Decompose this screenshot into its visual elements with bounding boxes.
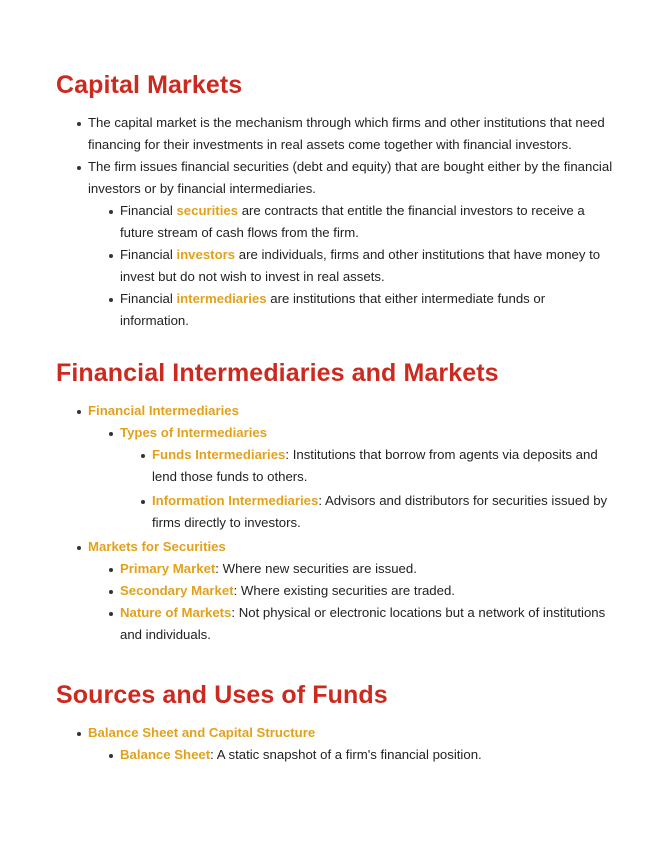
list-item xyxy=(88,112,615,156)
sources-list xyxy=(88,722,615,766)
sublist xyxy=(120,422,615,534)
list-item-text: Financial xyxy=(120,203,177,218)
list-item-text: are individuals, firms and other institutions that have money to invest but do not wish to invest in real assets. xyxy=(120,247,601,284)
list-item xyxy=(120,580,615,602)
label-types-of-intermediaries: Types of Intermediaries xyxy=(120,425,268,440)
list-item xyxy=(120,422,615,534)
list-item-text: The capital market is the mechanism through which firms and other institutions that need financing for their investments in real assets come together with financial investors. xyxy=(88,115,605,152)
term-investors: investors xyxy=(176,247,236,262)
term-secondary-market: Secondary Market xyxy=(120,583,234,598)
list-item xyxy=(120,200,615,244)
list-item xyxy=(88,156,615,332)
intermediaries-list xyxy=(88,400,615,646)
list-item xyxy=(88,536,615,646)
list-item-text: Financial xyxy=(120,291,177,306)
sublist xyxy=(120,744,615,766)
list-item-text: Financial xyxy=(120,247,177,262)
list-item xyxy=(152,444,615,488)
list-item-text: are institutions that either intermediate funds or information. xyxy=(120,291,546,328)
list-item-text: : A static snapshot of a firm's financial position. xyxy=(210,747,482,762)
list-item xyxy=(120,744,615,766)
list-item-text: : Advisors and distributors for securities issued by firms directly to investors. xyxy=(152,493,608,530)
list-item xyxy=(152,490,615,534)
section-title-intermediaries: Financial Intermediaries and Markets xyxy=(56,359,499,387)
list-item xyxy=(120,558,615,580)
list-item-text: : Institutions that borrow from agents via deposits and lend those funds to others. xyxy=(152,447,598,484)
section-title-sources-uses: Sources and Uses of Funds xyxy=(56,681,388,709)
sublist xyxy=(120,558,615,646)
capital-markets-list xyxy=(88,112,615,332)
label-markets-for-securities: Markets for Securities xyxy=(88,539,226,554)
term-securities: securities xyxy=(176,203,239,218)
list-item xyxy=(120,288,615,332)
term-information-intermediaries: Information Intermediaries xyxy=(152,493,319,508)
list-item-text: are contracts that entitle the financial investors to receive a future stream of cash flows from the firm. xyxy=(120,203,585,240)
term-funds-intermediaries: Funds Intermediaries xyxy=(152,447,286,462)
list-item-text: : Where existing securities are traded. xyxy=(233,583,455,598)
list-item xyxy=(88,400,615,534)
list-item-text: : Not physical or electronic locations but a network of institutions and individuals. xyxy=(120,605,606,642)
term-intermediaries: intermediaries xyxy=(176,291,267,306)
term-nature-of-markets: Nature of Markets xyxy=(120,605,232,620)
label-balance-sheet-capital-structure: Balance Sheet and Capital Structure xyxy=(88,725,316,740)
term-balance-sheet: Balance Sheet xyxy=(120,747,211,762)
label-financial-intermediaries: Financial Intermediaries xyxy=(88,403,239,418)
sublist xyxy=(152,444,615,534)
list-item xyxy=(120,602,615,646)
term-primary-market: Primary Market xyxy=(120,561,216,576)
list-item-text: The firm issues financial securities (debt and equity) that are bought either by the financial investors or by financial intermediaries. xyxy=(88,159,613,196)
sublist xyxy=(120,200,615,332)
list-item xyxy=(88,722,615,766)
section-title-capital-markets: Capital Markets xyxy=(56,71,243,99)
list-item xyxy=(120,244,615,288)
list-item-text: : Where new securities are issued. xyxy=(215,561,417,576)
